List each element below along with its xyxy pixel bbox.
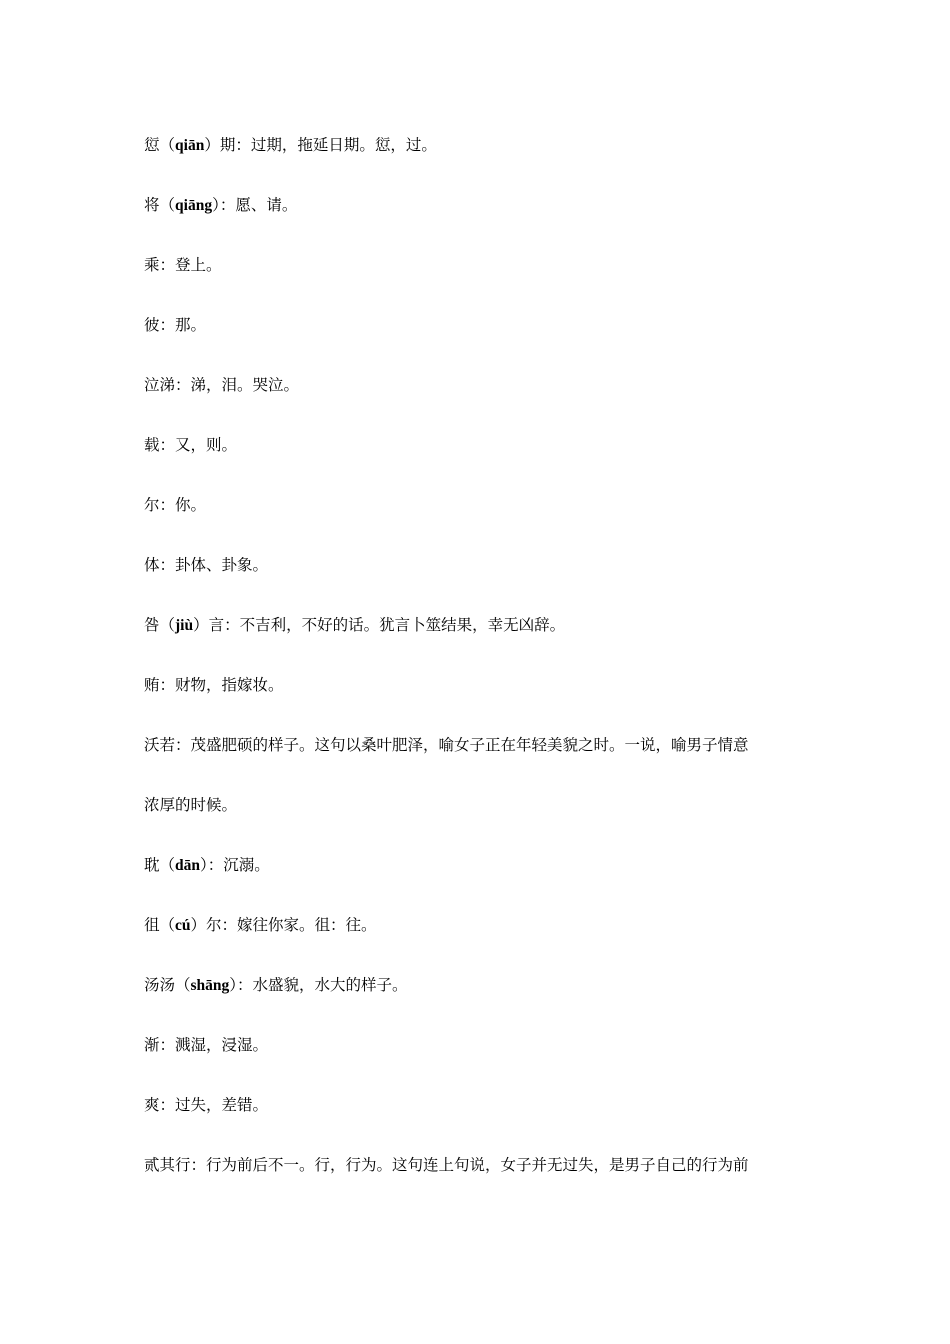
text-line (144, 730, 810, 790)
text-line (144, 1150, 810, 1210)
text-segment: ）：水盛貌，水大的样子。 (229, 976, 408, 994)
text-line (144, 1030, 810, 1090)
text-segment: 载：又，则。 (144, 436, 238, 454)
text-segment: 尔：你。 (144, 496, 207, 514)
pinyin-annotation: qiāng (175, 197, 213, 214)
text-segment: 贿：财物，指嫁妆。 (144, 676, 284, 694)
text-segment: ）期：过期，拖延日期。愆，过。 (204, 136, 437, 154)
text-segment: 将（ (144, 196, 176, 214)
text-segment: 爽：过失，差错。 (144, 1096, 269, 1114)
text-segment: ）尔：嫁往你家。徂：往。 (190, 916, 377, 934)
text-line (144, 250, 810, 310)
text-line (144, 790, 810, 850)
text-segment: 沃若：茂盛肥硕的样子。这句以桑叶肥泽，喻女子正在年轻美貌之时。一说，喻男子情意 (144, 736, 749, 754)
text-line (144, 910, 810, 970)
text-line (144, 490, 810, 550)
text-segment: 贰其行：行为前后不一。行，行为。这句连上句说，女子并无过失，是男子自己的行为前 (144, 1156, 749, 1174)
text-line (144, 610, 810, 670)
text-line (144, 850, 810, 910)
pinyin-annotation: jiù (175, 617, 194, 634)
text-segment: 彼：那。 (144, 316, 207, 334)
text-segment: ）：愿、请。 (212, 196, 298, 214)
text-line (144, 670, 810, 730)
text-segment: ）：沉溺。 (200, 856, 270, 874)
text-segment: 愆（ (144, 136, 176, 154)
text-segment: 体：卦体、卦象。 (144, 556, 269, 574)
text-segment: 汤汤（ (144, 976, 191, 994)
pinyin-annotation: cú (175, 917, 191, 934)
text-segment: 耽（ (144, 856, 176, 874)
text-line (144, 550, 810, 610)
text-line (144, 370, 810, 430)
pinyin-annotation: dān (175, 857, 201, 874)
text-segment: 泣涕：涕，泪。哭泣。 (144, 376, 300, 394)
text-segment: 乘：登上。 (144, 256, 222, 274)
text-line (144, 130, 810, 190)
text-line (144, 310, 810, 370)
text-line (144, 970, 810, 1030)
text-line (144, 430, 810, 490)
text-segment: 渐：溅湿，浸湿。 (144, 1036, 269, 1054)
text-segment: 徂（ (144, 916, 176, 934)
pinyin-annotation: qiān (175, 137, 205, 154)
text-line (144, 1090, 810, 1150)
document-body (144, 130, 810, 1210)
text-segment: 浓厚的时候。 (144, 796, 238, 814)
text-line (144, 190, 810, 250)
text-segment: ）言：不吉利，不好的话。犹言卜筮结果，幸无凶辞。 (193, 616, 566, 634)
text-segment: 咎（ (144, 616, 176, 634)
pinyin-annotation: shāng (190, 977, 230, 994)
